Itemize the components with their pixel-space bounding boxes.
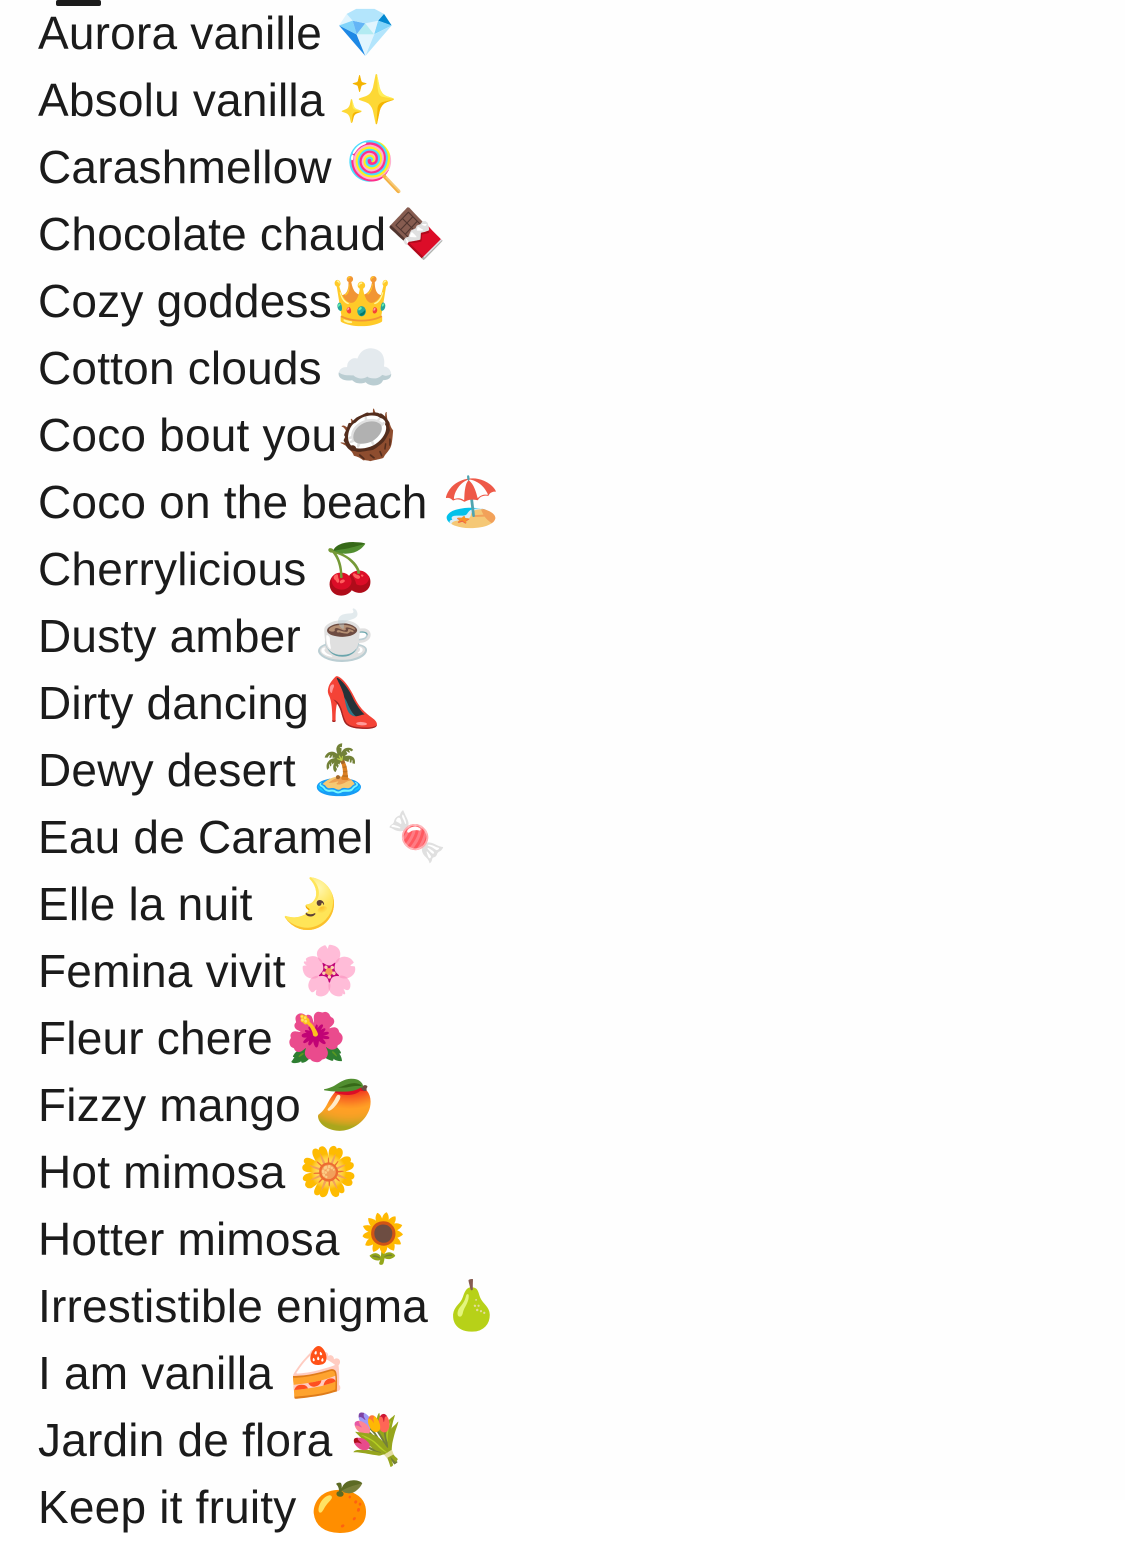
list-item — [38, 871, 1125, 938]
list-item — [38, 938, 1125, 1005]
bouquet-emoji: 💐 — [332, 1414, 407, 1467]
list-item — [38, 1474, 1125, 1541]
scent-name: Elle la nuit — [38, 878, 253, 930]
scent-name: Hot mimosa — [38, 1146, 286, 1198]
hibiscus-emoji: 🌺 — [272, 1012, 347, 1065]
lollipop-emoji: 🍭 — [331, 141, 406, 194]
scent-name: Fizzy mango — [38, 1079, 301, 1131]
scent-name: Fleur chere — [38, 1012, 273, 1064]
scent-name: I am vanilla — [38, 1347, 274, 1399]
list-item — [38, 67, 1125, 134]
list-item — [38, 1340, 1125, 1407]
list-item — [38, 134, 1125, 201]
list-item — [38, 402, 1125, 469]
list-item — [38, 268, 1125, 335]
list-item — [38, 536, 1125, 603]
first-quarter-moon-face-emoji: 🌛 — [252, 878, 340, 931]
crown-emoji: 👑 — [331, 275, 392, 328]
clipped-text-remnant — [56, 0, 101, 6]
scent-name: Keep it fruity — [38, 1481, 297, 1533]
list-item — [38, 1273, 1125, 1340]
list-item — [38, 335, 1125, 402]
high-heeled-shoe-emoji: 👠 — [309, 677, 383, 730]
cloud-emoji: ☁️ — [321, 342, 396, 395]
blossom-emoji: 🌼 — [285, 1146, 359, 1199]
sparkles-emoji: ✨ — [324, 74, 399, 127]
scent-name: Femina vivit — [38, 945, 286, 997]
scent-name: Aurora vanille — [38, 7, 323, 59]
scent-name: Irrestistible enigma — [38, 1280, 429, 1332]
scent-name: Coco bout you — [38, 409, 338, 461]
scent-name: Dewy desert — [38, 744, 296, 796]
beach-with-umbrella-emoji: 🏖️ — [427, 476, 502, 529]
tangerine-emoji: 🍊 — [296, 1481, 370, 1534]
list-item — [38, 737, 1125, 804]
candy-emoji: 🍬 — [373, 811, 447, 864]
desert-island-emoji: 🏝️ — [295, 744, 370, 797]
coconut-emoji: 🥥 — [337, 409, 398, 462]
scent-name: Dusty amber — [38, 610, 301, 662]
pear-emoji: 🍐 — [428, 1280, 502, 1333]
list-item — [38, 1206, 1125, 1273]
scent-name: Cotton clouds — [38, 342, 322, 394]
hot-beverage-emoji: ☕ — [300, 610, 375, 663]
scent-name: Absolu vanilla — [38, 74, 325, 126]
cherries-emoji: 🍒 — [306, 543, 380, 596]
list-item — [38, 670, 1125, 737]
scent-name: Chocolate chaud — [38, 208, 387, 260]
scent-name: Carashmellow — [38, 141, 332, 193]
scent-name: Jardin de flora — [38, 1414, 333, 1466]
list-item — [38, 1407, 1125, 1474]
gem-stone-emoji: 💎 — [322, 7, 396, 60]
list-item — [38, 804, 1125, 871]
list-item — [38, 1005, 1125, 1072]
cherry-blossom-emoji: 🌸 — [285, 945, 360, 998]
list-item — [38, 1072, 1125, 1139]
list-item — [38, 0, 1125, 67]
sunflower-emoji: 🌻 — [339, 1213, 414, 1266]
list-item — [38, 603, 1125, 670]
list-item — [38, 1139, 1125, 1206]
list-item — [38, 469, 1125, 536]
scent-name: Coco on the beach — [38, 476, 428, 528]
scent-name: Hotter mimosa — [38, 1213, 340, 1265]
shortcake-emoji: 🍰 — [273, 1347, 347, 1400]
scent-name: Cozy goddess — [38, 275, 332, 327]
list-item — [38, 201, 1125, 268]
mango-emoji: 🥭 — [300, 1079, 375, 1132]
scent-name: Eau de Caramel — [38, 811, 374, 863]
scent-name: Dirty dancing — [38, 677, 310, 729]
scent-name: Cherrylicious — [38, 543, 307, 595]
chocolate-bar-emoji: 🍫 — [386, 208, 447, 261]
